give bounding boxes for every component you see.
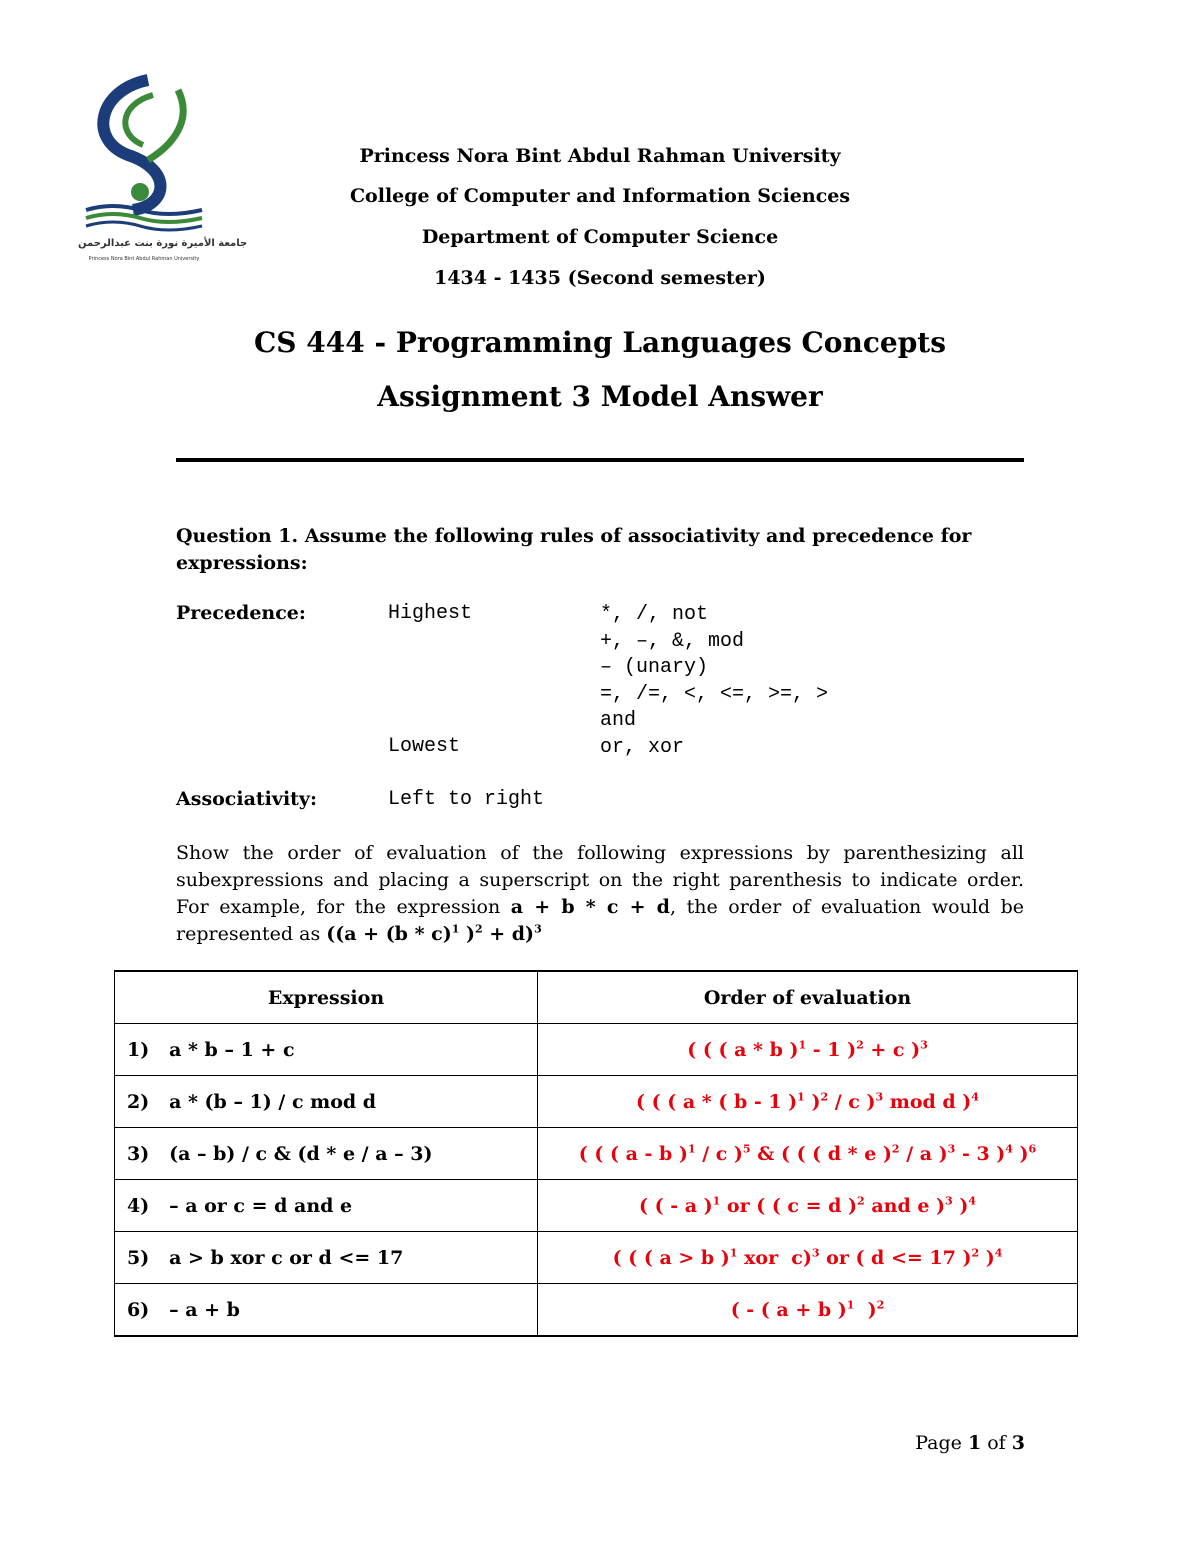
order-cell: ( ( ( a - b )$^1$ / c )$^5$ & ( ( ( d * e )$^2$ / a )$^3$ - 3 )$^4$ )$^6$ [538,1128,1078,1180]
precedence-levels [600,602,828,762]
table-header-row [115,971,1078,1024]
expression-cell [115,1232,538,1284]
table-row [115,1180,1078,1232]
university-name: Princess Nora Bint Abdul Rahman University [359,145,841,167]
instruction-text-2: , the order of evaluation would be represented as [176,896,1025,945]
instruction-text: Show the order of evaluation of the following expressions by parenthesizing all subexpressions and placing a superscript on the right parenthesis to indicate order. For example, for the expression [176,842,1024,918]
order-cell: ( ( - a )$^1$ or ( ( c = d )$^2$ and e )$^3$ )$^4$ [538,1180,1078,1232]
precedence-level: – (unary) [600,656,709,680]
page-footer [900,1432,1025,1454]
associativity-label: Associativity: [176,788,317,810]
expression-cell [115,1284,538,1337]
lowest-label: Lowest [388,735,461,758]
table-row [115,1232,1078,1284]
expression-cell [115,1128,538,1180]
table-row [115,1128,1078,1180]
precedence-level: *, /, not [600,603,709,626]
page-word: Page [915,1432,962,1454]
order-cell: ( ( ( a > b )$^1$ xor c)$^3$ or ( d <= 17 )$^2$ )$^4$ [538,1232,1078,1284]
expression-cell [115,1024,538,1076]
order-cell: ( ( ( a * b )$^1$ - 1 )$^2$ + c )$^3$ [538,1024,1078,1076]
expression-cell [115,1076,538,1128]
university-logo [78,70,248,280]
of-word: of [987,1432,1006,1454]
row-number: 3) [127,1142,150,1165]
department-name: Department of Computer Science [421,226,779,248]
header-divider [176,458,1024,462]
instruction-paragraph [176,840,1024,948]
example-expression: a + b * c + d [510,896,670,918]
precedence-level: =, /=, <, <=, >=, > [600,682,829,706]
row-number: 5) [127,1246,150,1269]
row-expression: (a – b) / c & (d * e / a – 3) [169,1142,433,1165]
evaluation-table [114,970,1078,1337]
precedence-level: and [600,709,637,733]
course-title: CS 444 - Programming Languages Concepts [254,326,946,359]
page-number: 1 [967,1432,982,1454]
row-number: 2) [127,1090,150,1113]
precedence-level: +, –, &, mod [600,629,745,653]
table-row [115,1024,1078,1076]
page-total: 3 [1011,1432,1025,1454]
row-expression: a * (b – 1) / c mod d [169,1090,377,1113]
example-answer: ((a + (b * c)$^1$ )$^2$ + d)$^3$ [326,922,542,945]
row-number: 4) [127,1194,150,1217]
highest-label: Highest [388,602,473,625]
logo-arabic-name: جامعة الأميرة نورة بنت عبدالرحمن [78,238,248,249]
question-heading: Question 1. Assume the following rules of associativity and precedence for expressions: [176,525,972,574]
expression-cell [115,1180,538,1232]
logo-english-name: Princess Nora Bint Abdul Rahman University [88,256,200,262]
row-expression: – a or c = d and e [169,1194,353,1217]
table-row [115,1076,1078,1128]
precedence-label: Precedence: [176,602,306,624]
semester: 1434 - 1435 (Second semester) [434,267,766,289]
college-name: College of Computer and Information Sciences [349,185,851,207]
assignment-title: Assignment 3 Model Answer [377,380,823,413]
header-expression: Expression [115,971,538,1024]
row-number: 6) [127,1298,150,1321]
row-expression: – a + b [169,1298,240,1321]
precedence-level: or, xor [600,735,685,759]
header-order: Order of evaluation [538,971,1078,1024]
table-row [115,1284,1078,1337]
row-expression: a > b xor c or d <= 17 [169,1246,404,1269]
order-cell: ( ( ( a * ( b - 1 )$^1$ )$^2$ / c )$^3$ mod d )$^4$ [538,1076,1078,1128]
row-number: 1) [127,1038,150,1061]
row-expression: a * b – 1 + c [169,1038,295,1061]
associativity-value: Left to right [388,788,545,811]
order-cell: ( - ( a + b )$^1$ )$^2$ [538,1284,1078,1337]
